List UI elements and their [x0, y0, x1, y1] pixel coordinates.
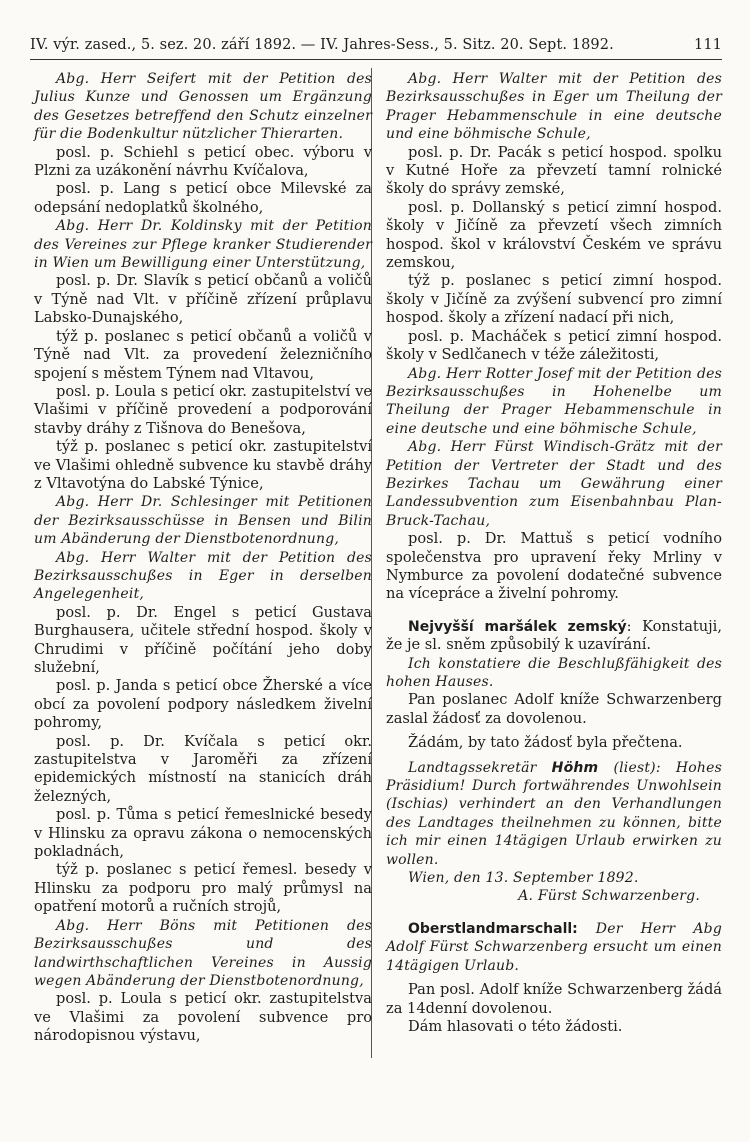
petition-entry: posl. p. Tůma s peticí řemeslnické besedy v Hlinsku za opravu zákona o nemocenských pokladnách, [34, 806, 372, 861]
petition-entry: posl. p. Dr. Pacák s peticí hospod. spolku v Kutné Hoře za převzetí tamní rolnické školy do správy zemské, [386, 143, 722, 198]
right-column [386, 70, 722, 1036]
petition-entry: posl. p. Dr. Slavík s peticí občanů a voličů v Týně nad Vlt. v příčině zřízení průplavu Labsko-Dunajského, [34, 272, 372, 327]
speaker-name: Nejvyšší maršálek zemský [408, 618, 627, 635]
vote-call: Dám hlasovati o této žádosti. [408, 1017, 623, 1035]
statement-text: : Konstatuji, že je sl. sněm způsobilý k uzavírání. [386, 617, 722, 654]
statement-text: Der Herr Abg Adolf Fürst Schwarzenberg ersucht um einen 14tägigen Urlaub. [386, 920, 722, 974]
petition-entry: posl. p. Loula s peticí okr. zastupitelstva ve Vlašimi za povolení subvence pro národopisnou výstavu, [34, 990, 372, 1045]
left-column [34, 70, 372, 1046]
petition-entry: posl. p. Janda s peticí obce Žherské a více obcí za povolení podpory následkem živelní pohromy, [34, 677, 372, 732]
petition-entry: posl. p. Loula s peticí okr. zastupitelství ve Vlašimi v příčině provedení a podporování stavby dráhy z Tišnova do Benešova, [34, 382, 372, 437]
petition-entry: Abg. Herr Böns mit Petitionen des Bezirksausschußes und des landwirthschaftlichen Vereines in Aussig wegen Abänderung der Dienstbotenordnung, [34, 917, 372, 989]
petition-entry: týž p. poslanec s peticí občanů a voličů v Týně nad Vlt. za provedení železničního spojení s městem Týnem nad Vltavou, [34, 327, 372, 382]
petition-entry: posl. p. Dr. Kvíčala s peticí okr. zastupitelstva v Jaroměři za zřízení epidemických místností na stanicích dráh železných, [34, 732, 372, 805]
letter-text: (liest): Hohes Präsidium! Durch fortwährendes Unwohlsein (Ischias) verhindert an den Verhandlungen des Landtages theilnehmen zu können, bitte ich mir einen 14tägigen Urlaub erwirken zu wollen. [386, 759, 722, 868]
running-head: IV. výr. zased., 5. sez. 20. září 1892. — IV. Jahres-Sess., 5. Sitz. 20. Sept. 1892. [30, 37, 614, 53]
leave-notice-2: Pan posl. Adolf kníže Schwarzenberg žádá za 14denní dovolenou. [386, 981, 722, 1017]
petition-entry: posl. p. Macháček s peticí zimní hospod. školy v Sedlčanech v téže záležitosti, [386, 327, 722, 364]
petition-entry: posl. p. Schiehl s peticí obec. výboru v Plzni za uzákonění návrhu Kvíčalova, [34, 143, 372, 180]
petition-entry: Abg. Herr Walter mit der Petition des Bezirksausschußes in Eger in derselben Angelegenheit, [34, 549, 372, 603]
petition-entry: týž p. poslanec s peticí zimní hospod. školy v Jičíně za zvýšení subvencí pro zimní hospod. školy a zřízení nadací při nich, [386, 272, 722, 327]
petition-entry: Abg. Herr Seifert mit der Petition des Julius Kunze und Genossen um Ergänzung des Gesetzes betreffend den Schutz einzelner für die Bodenkultur nützlicher Thierarten. [34, 71, 372, 143]
petition-entry: týž p. poslanec s peticí okr. zastupitelství ve Vlašimi ohledně subvence ku stavbě dráhy z Vltavotýna do Labské Týnice, [34, 438, 372, 492]
marshal-statement-de: Ich konstatiere die Beschlußfähigkeit des hohen Hauses. [386, 655, 722, 690]
petition-entry: Abg. Herr Walter mit der Petition des Bezirksausschußes in Eger um Theilung der Prager Hebammenschule in eine deutsche und eine böhmische Schule, [386, 71, 722, 143]
read-request: Žádám, by tato žádosť byla přečtena. [408, 734, 683, 752]
page-number: 111 [694, 37, 722, 53]
petition-entry: posl. p. Lang s peticí obce Milevské za odepsání nedoplatků školného, [34, 180, 372, 216]
secretary-title: Landtagssekretär [408, 759, 537, 776]
marshal-statement-cz [386, 618, 722, 655]
petition-entry: posl. p. Dollanský s peticí zimní hospod. školy v Jičíně za převzetí všech zimních hospod. škol v království Českém ve správu zemskou, [386, 198, 722, 272]
header-rule [30, 59, 722, 60]
petition-entry: Abg. Herr Dr. Schlesinger mit Petitionen der Bezirksausschüsse in Bensen und Bilin um Abänderung der Dienstbotenordnung, [34, 494, 372, 548]
secretary-name: Höhm [551, 759, 599, 776]
marshal-statement-de2 [386, 920, 722, 975]
speaker-name: Oberstlandmarschall: [408, 920, 578, 937]
secretary-reading [386, 759, 722, 869]
petition-entry: týž p. poslanec s peticí řemesl. besedy v Hlinsku za podporu pro malý průmysl na opatření motorů a ručních strojů, [34, 861, 372, 916]
petition-entry: posl. p. Dr. Mattuš s peticí vodního společenstva pro upravení řeky Mrliny v Nymburce za povolení dodatečné subvence na vícepráce a živelní pohromy. [386, 530, 722, 603]
petition-entry: Abg. Herr Rotter Josef mit der Petition des Bezirksausschußes in Hohenelbe um Theilung der Prager Hebammenschule in eine deutsche und eine böhmische Schule, [386, 365, 722, 437]
petition-entry: Abg. Herr Dr. Koldinsky mit der Petition des Vereines zur Pflege kranker Studierender in Wien um Bewilligung einer Unterstützung, [34, 218, 372, 272]
leave-notice: Pan poslanec Adolf kníže Schwarzenberg zaslal žádosť za dovolenou. [386, 691, 722, 727]
petition-entry: posl. p. Dr. Engel s peticí Gustava Burghausera, učitele střední hospod. školy v Chrudimi v příčině počítání jeho doby služební, [34, 603, 372, 676]
letter-date: Wien, den 13. September 1892. [408, 870, 639, 887]
letter-signature: A. Fürst Schwarzenberg. [518, 888, 700, 905]
petition-entry: Abg. Herr Fürst Windisch-Grätz mit der Petition der Vertreter der Stadt und des Bezirkes Tachau um Gewährung einer Landessubvention zum Eisenbahnbau Plan-Bruck-Tachau, [386, 439, 722, 529]
